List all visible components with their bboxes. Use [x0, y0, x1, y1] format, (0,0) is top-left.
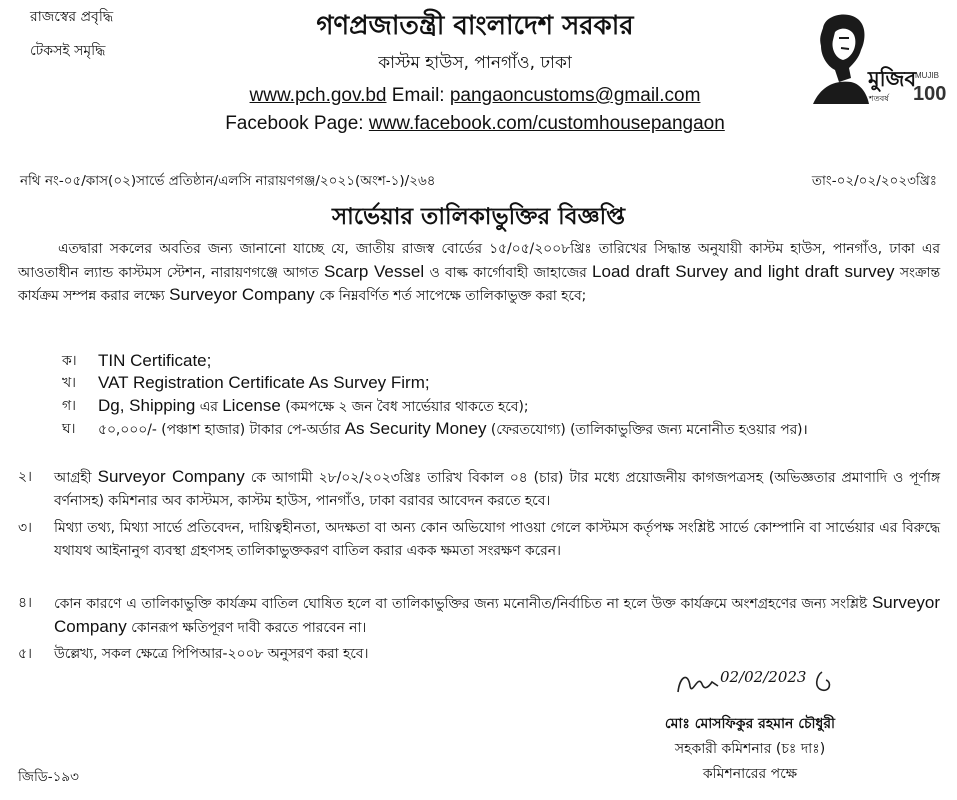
point-text: মিথ্যা তথ্য, মিথ্যা সার্ভে প্রতিবেদন, দায়িত্বহীনতা, অদক্ষতা বা অন্য কোন অভিযোগ পাওয়া গেলে কাস্টমস কর্তৃপক্ষ সংশ্লিষ্ট সার্ভে কোম্পানি বা সার্ভেয়ার এর বিরুদ্ধে যথাযথ আইনানুগ ব্যবস্থা গ্রহণসহ তালিকাভুক্তকরণ বাতিল করার একক ক্ষমতা সংরক্ষণ করেন।	[54, 520, 940, 559]
condition-text	[98, 418, 940, 442]
condition-en: Dg, Shipping	[98, 396, 196, 415]
point-mark: ৫।	[18, 646, 32, 662]
reference-row	[20, 170, 937, 190]
email-link[interactable]: pangaoncustoms@gmail.com	[449, 85, 701, 106]
point-en: Surveyor Company	[97, 467, 245, 486]
intro-text-1: এতদ্বারা সকলের অবতির জন্য জানানো যাচ্ছে যে, জাতীয় রাজস্ব বোর্ডের ১৫/০৫/২০০৮খ্রিঃ তারিখের সিদ্ধান্ত অনুযায়ী কাস্টম হাউস, পানগাঁও, ঢাকা এর আওতাধীন ল্যান্ড কাস্টমস স্টেশন, নারায়ণগঞ্জে আগত	[18, 241, 940, 281]
condition-en-2: License	[222, 396, 281, 415]
point-bn-pre: আগ্রহী	[54, 470, 92, 486]
intro-text-2: ও বাল্ক কার্গোবাহী জাহাজের	[429, 264, 587, 281]
document-code: জিডি-১৯৩	[18, 769, 79, 785]
condition-mark: ক।	[62, 353, 77, 369]
slogan-line-1: রাজস্বের প্রবৃদ্ধি	[30, 9, 114, 25]
intro-text-4: কে নিম্নবর্ণিত শর্ত সাপেক্ষে তালিকাভুক্ত করা হবে;	[319, 288, 587, 304]
condition-mark: গ।	[62, 398, 76, 414]
point-bn-post: কোনরূপ ক্ষতিপূরণ দাবী করতে পারবেন না।	[131, 619, 367, 636]
intro-paragraph	[18, 238, 940, 308]
point-text	[54, 466, 940, 512]
facebook-label: Facebook Page:	[225, 113, 364, 134]
condition-bn-mid: এর	[199, 399, 218, 415]
condition-bn-post: (কমপক্ষে ২ জন বৈধ সার্ভেয়ার থাকতে হবে);	[285, 399, 529, 415]
intro-en-2: Load draft Survey and light draft survey	[592, 261, 895, 281]
signatory-name: মোঃ মোসফিকুর রহমান চৌধুরী	[664, 716, 836, 732]
signature-block	[600, 712, 900, 787]
point-text: উল্লেখ্য, সকল ক্ষেত্রে পিপিআর-২০০৮ অনুসরণ করা হবে।	[54, 646, 369, 662]
point-mark: ৪।	[18, 595, 32, 611]
memo-number: নথি নং-০৫/কাস(০২)সার্ভে প্রতিষ্ঠান/এলসি নারায়ণগঞ্জ/২০২১(অংশ-১)/২৬৪	[20, 173, 436, 189]
point-bn-pre: কোন কারণে এ তালিকাভুক্তি কার্যক্রম বাতিল ঘোষিত হলে বা তালিকাভুক্তির জন্য মনোনীত/নির্বাচিত না হলে উক্ত কার্যক্রমে অংশগ্রহণের জন্য সংশ্লিষ্ট	[54, 596, 868, 612]
email-label: Email:	[391, 85, 445, 106]
condition-en: As Security Money	[344, 419, 487, 438]
condition-mark: ঘ।	[62, 421, 76, 437]
condition-text	[98, 395, 940, 419]
signature-handwritten-date: 02/02/2023	[720, 668, 807, 686]
point-en: Surveyor Company	[54, 593, 940, 636]
logo-100-text: 100	[913, 83, 947, 105]
condition-bn-post: (ফেরতযোগ্য) (তালিকাভুক্তির জন্য মনোনীত হওয়ার পর)।	[490, 422, 808, 438]
facebook-link[interactable]: www.facebook.com/customhousepangaon	[368, 113, 725, 134]
signatory-on-behalf: কমিশনারের পক্ষে	[702, 766, 798, 782]
memo-date: তাং-০২/০২/২০২৩খ্রিঃ	[811, 173, 937, 189]
point-mark: ৩।	[18, 520, 32, 536]
intro-en-3: Surveyor Company	[169, 285, 315, 304]
government-title: গণপ্রজাতন্ত্রী বাংলাদেশ সরকার	[316, 11, 634, 41]
condition-text	[98, 350, 940, 374]
point-text	[54, 592, 940, 639]
intro-text-3: সংক্রান্ত কার্যক্রম সম্পন্ন করার লক্ষ্যে	[18, 264, 940, 304]
contact-line	[180, 82, 770, 110]
point-mark: ২।	[18, 469, 32, 485]
condition-bn-pre: ৫০,০০০/- (পঞ্চাশ হাজার) টাকার পে-অর্ডার	[98, 422, 341, 438]
facebook-line	[180, 110, 770, 138]
condition-en: VAT Registration Certificate As Survey Firm;	[98, 373, 430, 392]
point-bn-post: কে আগামী ২৮/০২/২০২৩খ্রিঃ তারিখ বিকাল ০৪ (চার) টার মধ্যে প্রয়োজনীয় কাগজপত্রসহ (অভিজ্ঞতার প্রমাণাদি ও পূর্ণাঙ্গ বর্ণনাসহ) কমিশনার অব কাস্টমস, কাস্টম হাউস, পানগাঁও, ঢাকা বরাবর আবেদন করতে হবে।	[54, 470, 941, 509]
logo-en-text: MUJIB	[915, 71, 939, 80]
office-name: কাস্টম হাউস, পানগাঁও, ঢাকা	[378, 53, 572, 73]
signatory-designation: সহকারী কমিশনার (চঃ দাঃ)	[674, 741, 826, 757]
logo-mujib-text: মুজিব	[868, 67, 917, 91]
website-link[interactable]: www.pch.gov.bd	[249, 85, 387, 106]
intro-en-1: Scarp Vessel	[323, 261, 425, 281]
notice-title: সার্ভেয়ার তালিকাভুক্তির বিজ্ঞপ্তি	[331, 204, 626, 230]
condition-en: TIN Certificate;	[98, 351, 212, 370]
mujib-100-logo	[805, 8, 947, 108]
condition-text	[98, 372, 940, 396]
logo-sub-text: শতবর্ষ	[869, 94, 889, 103]
slogan-line-2: টেকসই সমৃদ্ধি	[30, 43, 106, 59]
letterhead	[180, 8, 770, 138]
condition-mark: খ।	[62, 375, 76, 391]
